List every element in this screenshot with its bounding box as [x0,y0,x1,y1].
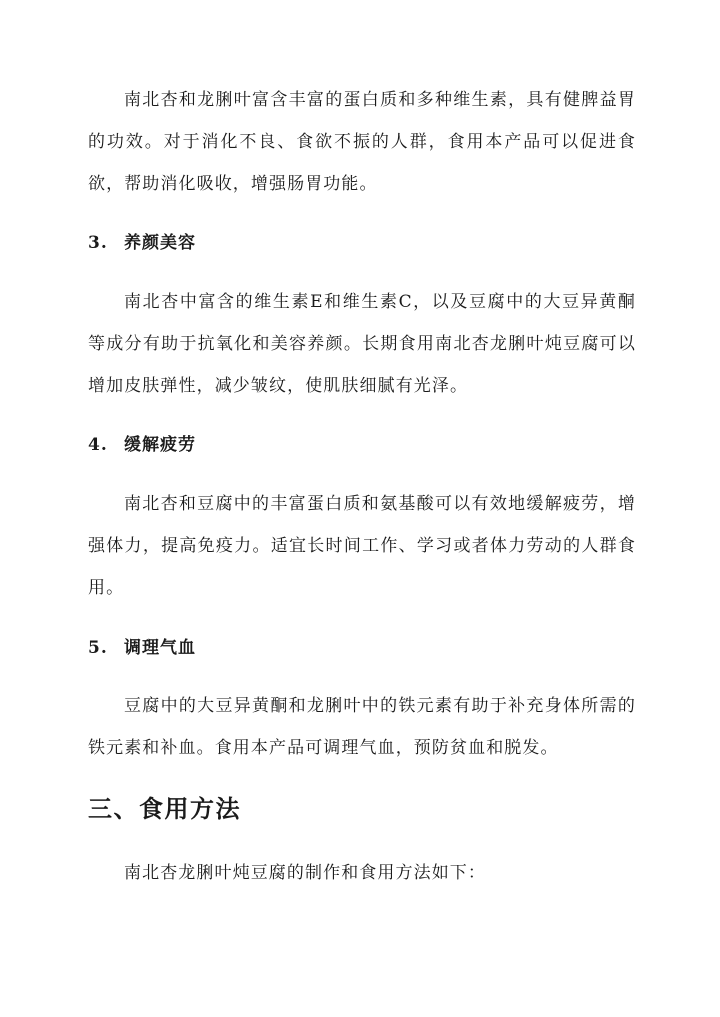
heading-number: 3. [88,233,108,253]
heading-text: 调理气血 [124,638,196,658]
paragraph-fatigue: 南北杏和豆腐中的丰富蛋白质和氨基酸可以有效地缓解疲劳，增强体力，提高免疫力。适宜长时间工作、学习或者体力劳动的人群食用。 [88,494,636,598]
section-title: 三、食用方法 [88,794,241,823]
heading-beauty [88,231,196,255]
heading-blood [88,636,196,660]
paragraph-spleen-stomach: 南北杏和龙脷叶富含丰富的蛋白质和多种维生素，具有健脾益胃的功效。对于消化不良、食欲不振的人群，食用本产品可以促进食欲，帮助消化吸收，增强肠胃功能。 [88,90,636,194]
heading-text: 缓解疲劳 [124,435,196,455]
heading-number: 5. [88,638,108,658]
paragraph-beauty: 南北杏中富含的维生素E和维生素C，以及豆腐中的大豆异黄酮等成分有助于抗氧化和美容养颜。长期食用南北杏龙脷叶炖豆腐可以增加皮肤弹性，减少皱纹，使肌肤细腻有光泽。 [88,292,636,396]
paragraph-blood: 豆腐中的大豆异黄酮和龙脷叶中的铁元素有助于补充身体所需的铁元素和补血。食用本产品可调理气血，预防贫血和脱发。 [88,696,636,758]
heading-number: 4. [88,435,108,455]
paragraph-method-intro: 南北杏龙脷叶炖豆腐的制作和食用方法如下： [124,863,486,883]
heading-fatigue [88,433,196,457]
heading-text: 养颜美容 [124,233,196,253]
